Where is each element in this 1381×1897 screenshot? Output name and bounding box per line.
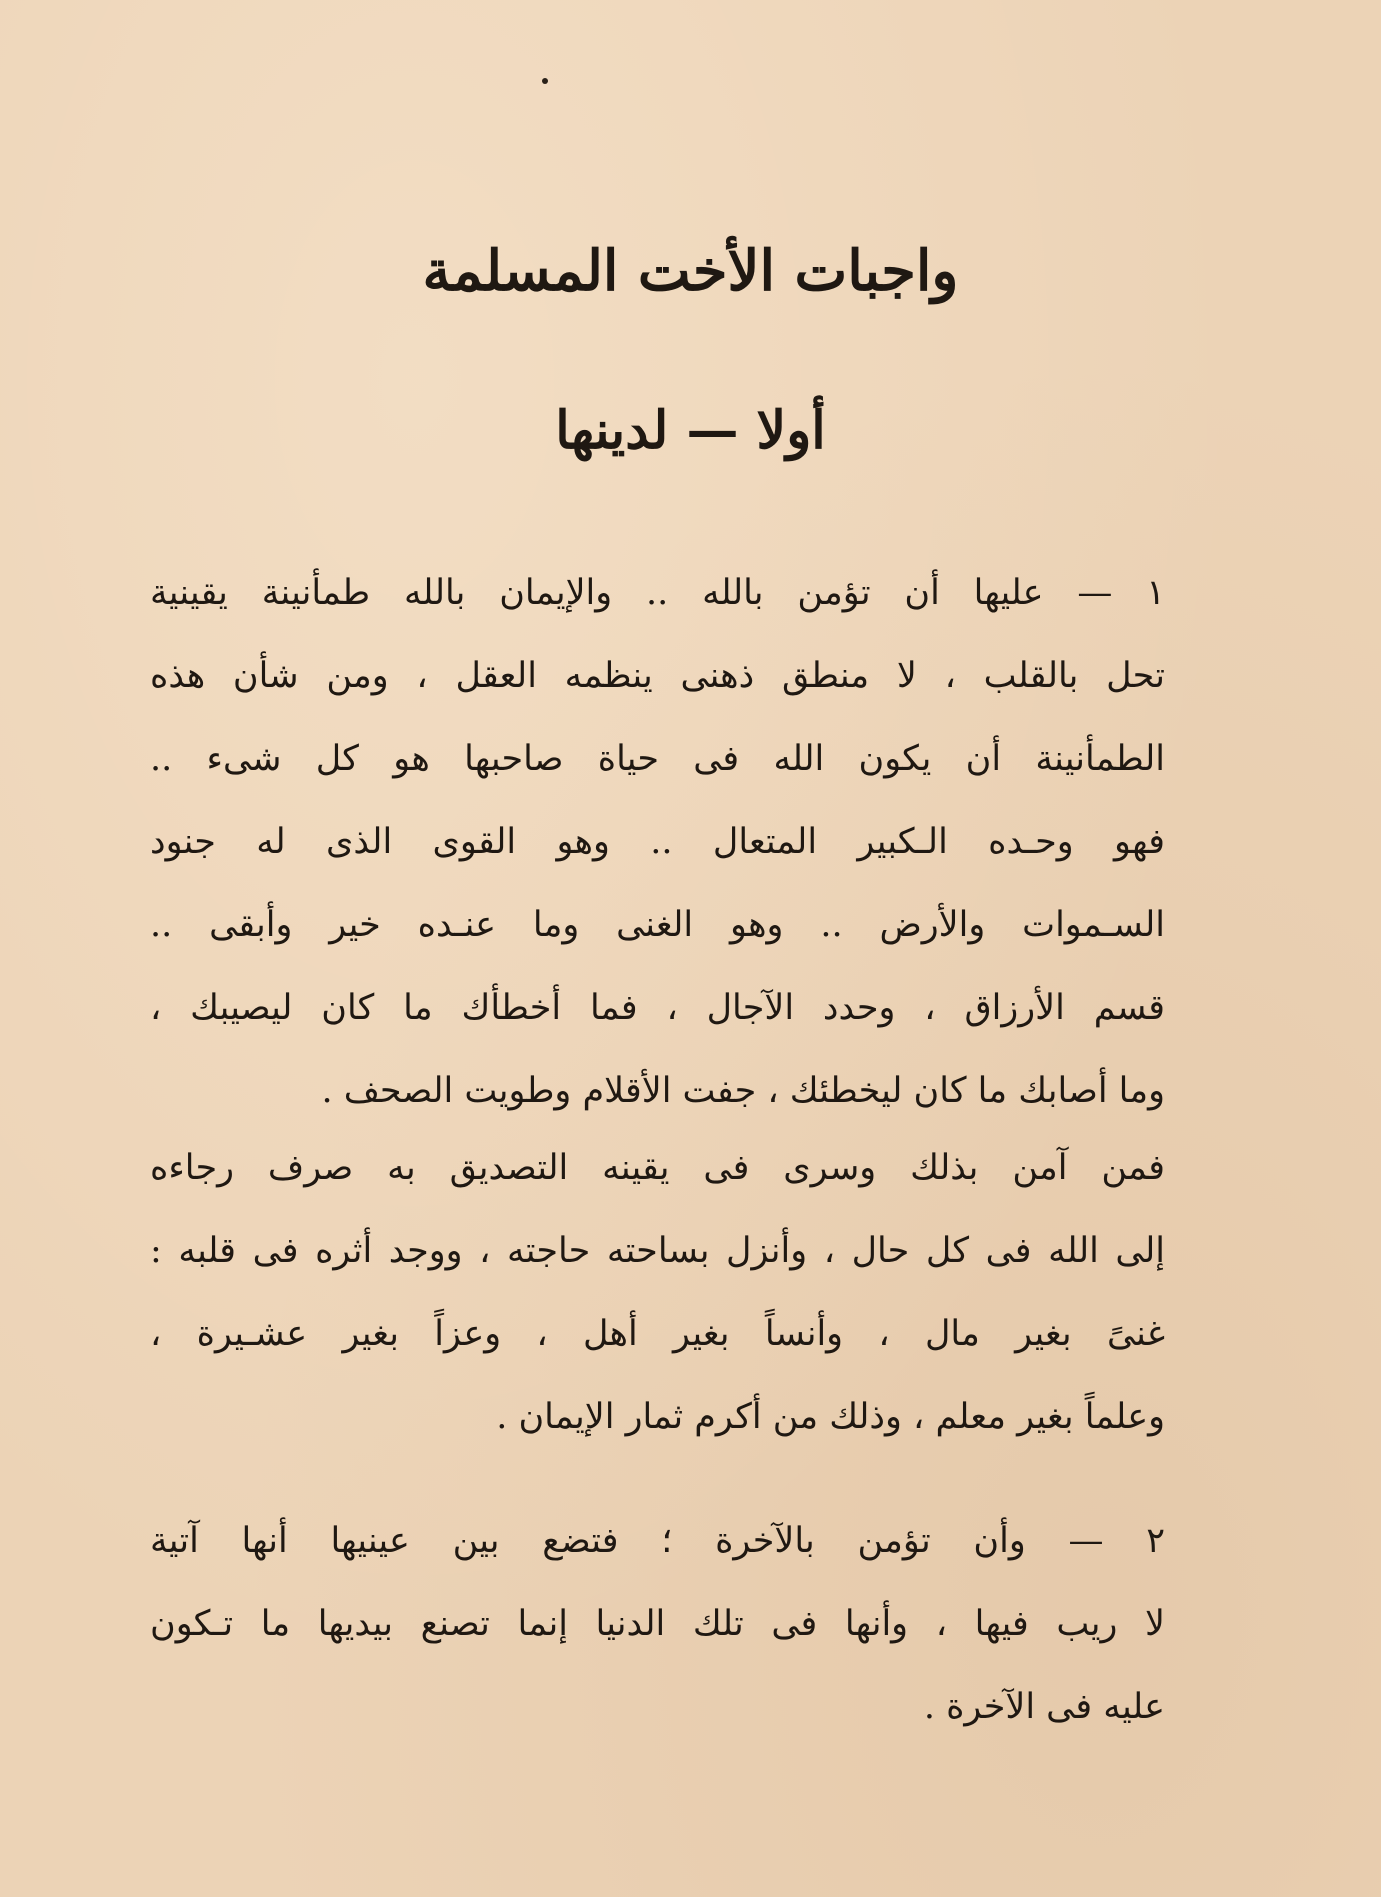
text-line: إلى الله فى كل حال ، وأنزل بساحته حاجته ، ووجد أثره فى قلبه :: [150, 1231, 1165, 1271]
paragraph-3: [150, 1500, 1165, 1749]
paragraph-1: [150, 552, 1165, 1133]
text-line: غنىً بغير مال ، وأنساً بغير أهل ، وعزاً بغير عشـيرة ،: [150, 1314, 1165, 1354]
text-line: فمن آمن بذلك وسرى فى يقينه التصديق به صرف رجاءه: [150, 1148, 1165, 1188]
text-line: وعلماً بغير معلم ، وذلك من أكرم ثمار الإيمان .: [496, 1397, 1165, 1437]
section-heading: أولا — لدينها: [555, 400, 826, 461]
page-title: واجبات الأخت المسلمة: [422, 238, 959, 304]
ink-dot: [542, 78, 548, 84]
text-line: ٢ — وأن تؤمن بالآخرة ؛ فتضع بين عينيها أنها آتية: [150, 1521, 1165, 1561]
paragraph-2: [150, 1127, 1165, 1459]
text-line: الطمأنينة أن يكون الله فى حياة صاحبها هو كل شىء ..: [150, 739, 1165, 779]
text-line: تحل بالقلب ، لا منطق ذهنى ينظمه العقل ، ومن شأن هذه: [150, 656, 1165, 696]
text-line: ١ — عليها أن تؤمن بالله .. والإيمان بالله طمأنينة يقينية: [150, 573, 1165, 613]
text-line: عليه فى الآخرة .: [923, 1687, 1165, 1727]
text-line: السـموات والأرض .. وهو الغنى وما عنـده خير وأبقى ..: [150, 905, 1165, 945]
text-line: وما أصابك ما كان ليخطئك ، جفت الأقلام وطويت الصحف .: [321, 1071, 1165, 1111]
text-line: قسم الأرزاق ، وحدد الآجال ، فما أخطأك ما كان ليصيبك ،: [150, 988, 1165, 1028]
text-line: لا ريب فيها ، وأنها فى تلك الدنيا إنما تصنع بيديها ما تـكون: [150, 1604, 1165, 1644]
text-line: فهو وحـده الـكبير المتعال .. وهو القوى الذى له جنود: [150, 822, 1165, 862]
